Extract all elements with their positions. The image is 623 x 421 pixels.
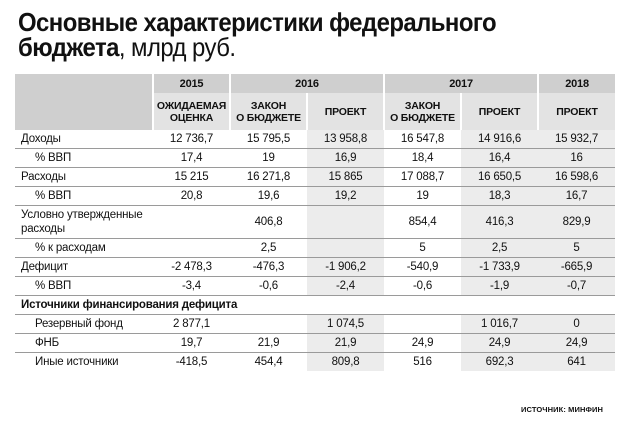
table-cell: 854,4 (384, 206, 461, 239)
table-cell: 16,9 (307, 149, 384, 168)
table-cell: 19 (230, 149, 307, 168)
year-header-row (15, 74, 615, 93)
table-cell: 15 932,7 (538, 130, 615, 149)
table-cell: 24,9 (538, 334, 615, 353)
title-unit: , млрд руб. (118, 32, 236, 62)
table-cell: 21,9 (230, 334, 307, 353)
row-label: Условно утвержденные расходы (15, 206, 153, 239)
table-cell: 15 215 (153, 168, 230, 187)
subheader-2016-draft (307, 93, 384, 130)
table-cell: -0,6 (384, 277, 461, 296)
table-cell (307, 206, 384, 239)
budget-table (15, 74, 615, 371)
row-nwf (15, 334, 615, 353)
table-cell: 24,9 (384, 334, 461, 353)
row-deficit-gdp (15, 277, 615, 296)
table-cell: 19,7 (153, 334, 230, 353)
table-cell: 0 (538, 315, 615, 334)
table-cell: 809,8 (307, 353, 384, 372)
row-label: Резервный фонд (15, 315, 153, 334)
table-cell: 21,9 (307, 334, 384, 353)
table-cell: 454,4 (254, 356, 283, 368)
subheader-text: ПРОЕКТ (556, 106, 598, 118)
table-cell: 24,9 (461, 334, 538, 353)
subheader-text: ЗАКОН О БЮДЖЕТЕ (236, 100, 301, 124)
row-expenses (15, 168, 615, 187)
table-cell: 18,4 (384, 149, 461, 168)
row-deficit (15, 258, 615, 277)
table-cell: 16 547,8 (384, 130, 461, 149)
year-2015-header: 2015 (153, 74, 230, 93)
row-label: % к расходам (15, 239, 153, 258)
row-label: ФНБ (15, 334, 153, 353)
header-corner (15, 74, 153, 93)
row-label: % ВВП (15, 187, 153, 206)
table-cell: 692,3 (461, 353, 538, 372)
table-cell: 406,8 (230, 206, 307, 239)
row-label: Иные источники (35, 356, 119, 368)
row-label: % ВВП (15, 277, 153, 296)
row-other-sources (15, 353, 615, 372)
table-cell: 16,7 (538, 187, 615, 206)
table-cell: 18,3 (461, 187, 538, 206)
row-revenue-gdp (15, 149, 615, 168)
table-cell: 16 650,5 (461, 168, 538, 187)
subheader-2016-law (230, 93, 307, 130)
title-line-2 (18, 32, 570, 62)
table-cell: 641 (538, 353, 615, 372)
title-bold-word: бюджета (18, 32, 119, 62)
table-cell: -418,5 (175, 356, 208, 368)
chart-title (18, 7, 570, 62)
year-2017-header: 2017 (384, 74, 538, 93)
table-cell: 16,4 (461, 149, 538, 168)
table-cell: 12 736,7 (153, 130, 230, 149)
table-cell (230, 315, 307, 334)
table-cell: -0,7 (538, 277, 615, 296)
subheader-text: ОЖИДАЕМАЯ ОЦЕНКА (156, 100, 227, 124)
subheader-text: ПРОЕКТ (478, 106, 521, 118)
table-cell: 17 088,7 (384, 168, 461, 187)
table-cell: 829,9 (538, 206, 615, 239)
table-cell: -3,4 (153, 277, 230, 296)
row-label: Доходы (15, 130, 153, 149)
subheader-2017-law (384, 93, 461, 130)
row-financing-section (15, 296, 615, 315)
table-cell: -2,4 (307, 277, 384, 296)
table-cell (384, 315, 461, 334)
table-cell: -476,3 (230, 258, 307, 277)
table-cell: 5 (538, 239, 615, 258)
subheader-text: ПРОЕКТ (324, 106, 367, 118)
table-cell: -665,9 (538, 258, 615, 277)
subheader-row (15, 93, 615, 130)
table-cell: 15 795,5 (230, 130, 307, 149)
row-revenue (15, 130, 615, 149)
table-cell: 5 (384, 239, 461, 258)
table-cell: 416,3 (461, 206, 538, 239)
subheader-2015-estimate (153, 93, 230, 130)
table-cell: 13 958,8 (307, 130, 384, 149)
table-cell: 17,4 (153, 149, 230, 168)
row-share-of-expenses (15, 239, 615, 258)
table-cell: 1 016,7 (461, 315, 538, 334)
table-cell: 2,5 (230, 239, 307, 258)
row-label: Расходы (15, 168, 153, 187)
year-2018-header: 2018 (538, 74, 615, 93)
table-cell: 16 598,6 (538, 168, 615, 187)
subheader-text: ЗАКОН О БЮДЖЕТЕ (390, 100, 455, 124)
table-cell: 19,6 (230, 187, 307, 206)
table-cell: 1 074,5 (307, 315, 384, 334)
section-label: Источники финансирования дефицита (15, 296, 615, 315)
table-cell: 2,5 (461, 239, 538, 258)
table-cell: 19 (384, 187, 461, 206)
table-cell (153, 206, 230, 239)
table-cell: 2 877,1 (153, 315, 230, 334)
table-cell: 15 865 (307, 168, 384, 187)
row-expenses-gdp (15, 187, 615, 206)
row-reserve-fund (15, 315, 615, 334)
table-cell: 14 916,6 (461, 130, 538, 149)
table-cell: 516 (413, 356, 432, 368)
table-cell: 16 271,8 (230, 168, 307, 187)
table-cell (153, 239, 230, 258)
row-label: % ВВП (15, 149, 153, 168)
table-cell: -2 478,3 (153, 258, 230, 277)
row-label: Дефицит (15, 258, 153, 277)
table-cell: -0,6 (230, 277, 307, 296)
table-cell: -1 733,9 (461, 258, 538, 277)
table-cell: -540,9 (384, 258, 461, 277)
title-line-1: Основные характеристики федерального (18, 7, 497, 37)
table-cell: -1 906,2 (307, 258, 384, 277)
subheader-corner (15, 93, 153, 130)
row-conditionally-approved (15, 206, 615, 239)
subheader-2018-draft (538, 93, 615, 130)
subheader-2017-draft (461, 93, 538, 130)
table-cell: 16 (538, 149, 615, 168)
year-2016-header: 2016 (230, 74, 384, 93)
source-note: ИСТОЧНИК: МИНФИН (521, 405, 603, 414)
table-cell (307, 239, 384, 258)
table-cell: -1,9 (461, 277, 538, 296)
table-cell: 20,8 (153, 187, 230, 206)
table-cell: 19,2 (307, 187, 384, 206)
